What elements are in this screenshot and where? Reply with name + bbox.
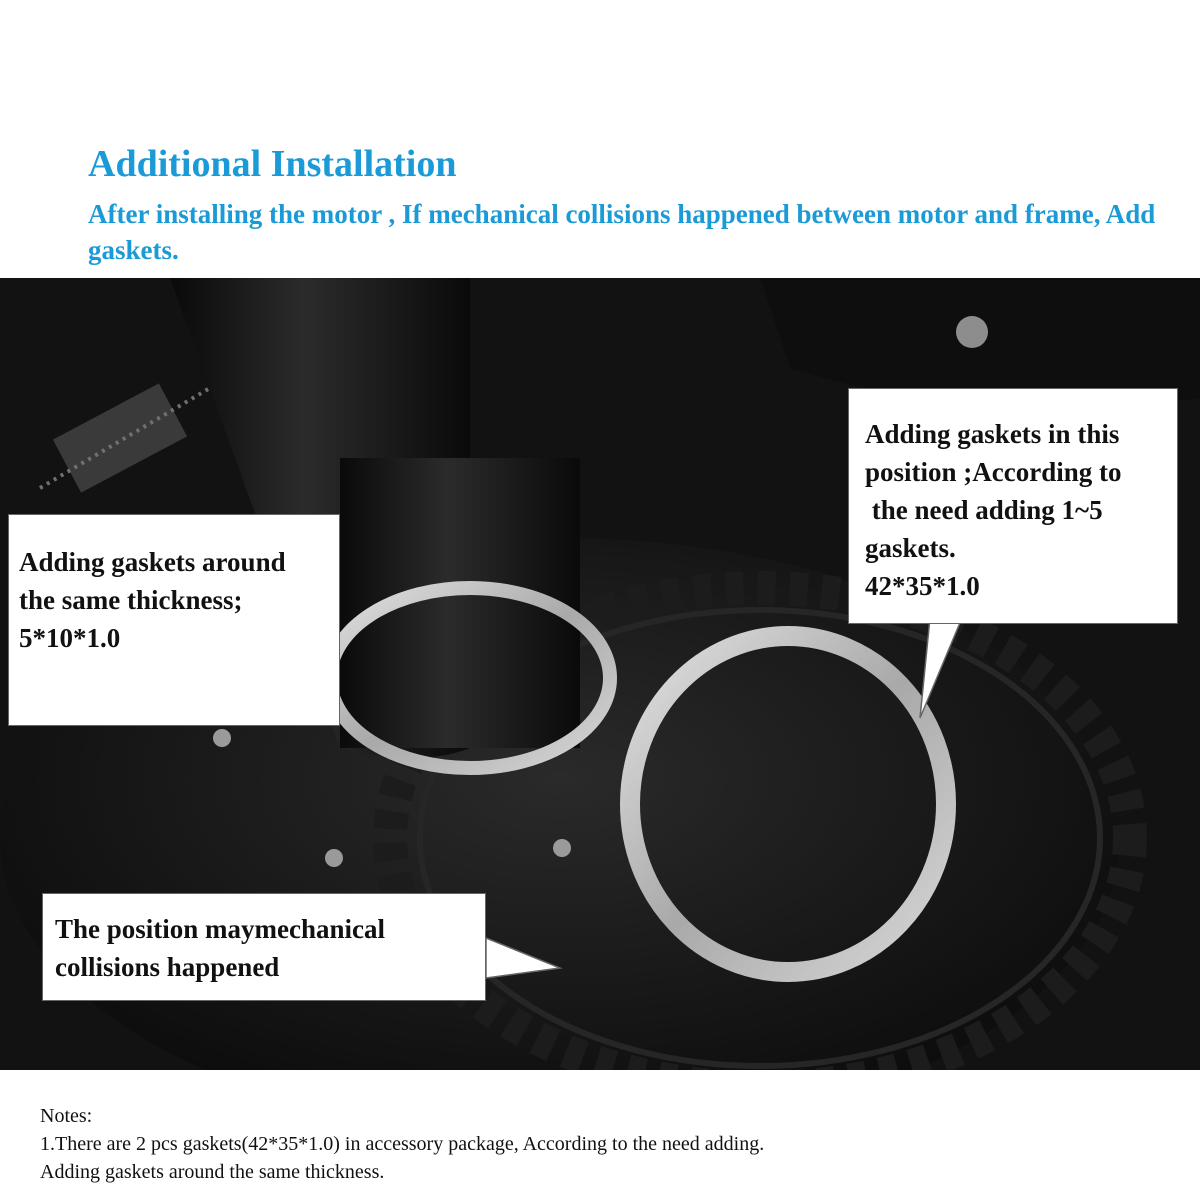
screw xyxy=(553,839,571,857)
notes-section xyxy=(40,1102,1180,1186)
callout-line: 42*35*1.0 xyxy=(865,571,980,601)
page-title: Additional Installation xyxy=(88,143,457,185)
screw xyxy=(325,849,343,867)
callout-line: the same thickness; xyxy=(19,585,243,615)
notes-line: Adding gaskets around the same thickness. xyxy=(40,1161,385,1183)
callout-line: Adding gaskets around xyxy=(19,547,286,577)
callout-line: gaskets. xyxy=(865,533,956,563)
callout-left xyxy=(8,514,340,726)
callout-line: position ;According to xyxy=(865,457,1122,487)
callout-line: The position maymechanical xyxy=(55,914,386,944)
callout-line: 5*10*1.0 xyxy=(19,623,121,653)
callout-line: collisions happened xyxy=(55,952,280,982)
notes-heading: Notes: xyxy=(40,1105,93,1127)
page-subtitle: After installing the motor , If mechanical collisions happened between motor and frame, Add gaskets. xyxy=(88,199,1156,265)
callout-line: Adding gaskets in this xyxy=(865,419,1120,449)
bolt-head xyxy=(956,316,988,348)
callout-bottom xyxy=(42,893,486,1001)
callout-right xyxy=(848,388,1178,624)
callout-line: the need adding 1~5 xyxy=(865,495,1103,525)
screw xyxy=(213,729,231,747)
notes-line: 1.There are 2 pcs gaskets(42*35*1.0) in accessory package, According to the need adding. xyxy=(40,1133,765,1155)
